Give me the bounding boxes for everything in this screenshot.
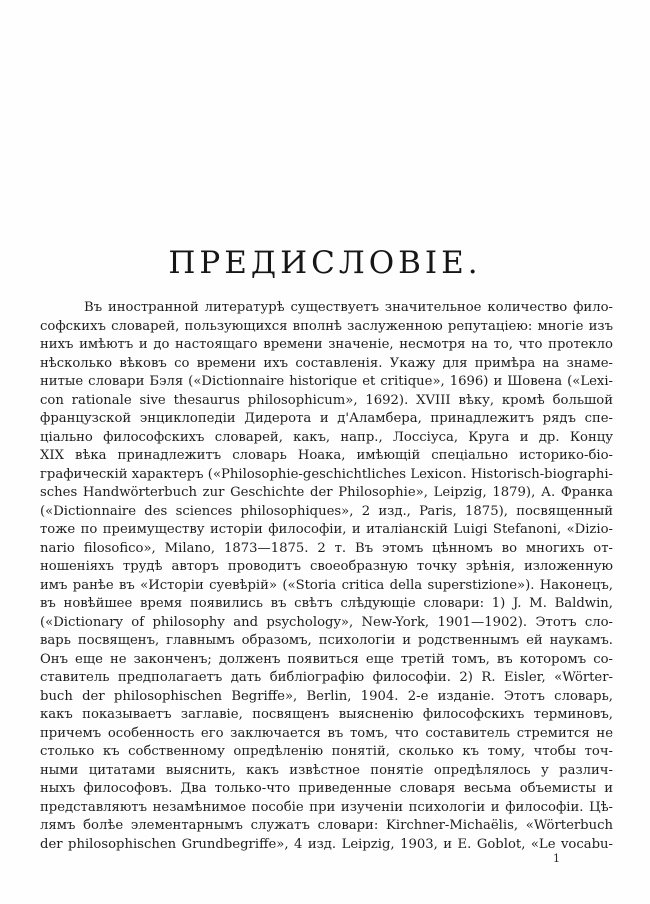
text-line: нихъ имѣютъ и до настоящаго времени значеніе, несмотря на то, что протекло: [40, 337, 613, 353]
text-line: нитые словари Бэля («Dictionnaire historique et critique», 1696) и Шовена («Lexi-: [40, 374, 613, 390]
signature-mark: 1: [553, 852, 560, 865]
text-line: der philosophischen Grundbegriffe», 4 изд. Leipzig, 1903, и E. Goblot, «Le vocabu-: [40, 836, 613, 852]
text-line: имъ ранѣе въ «Исторіи суевѣрій» («Storia critica della superstizione»). Наконецъ,: [40, 577, 613, 593]
text-line: Въ иностранной литературѣ существуетъ значительное количество фило-: [84, 300, 613, 315]
preface-paragraph: [40, 299, 613, 854]
text-line: ставитель предполагаетъ дать библіографію философіи. 2) R. Eisler, «Wörter-: [40, 670, 613, 686]
text-line: въ новѣйшее время появились въ свѣтъ слѣдующіе словари: 1) J. M. Baldwin,: [40, 596, 613, 612]
text-line: представляютъ незамѣнимое пособіе при изученіи психологіи и философіи. Цѣ-: [40, 799, 613, 815]
text-line: sches Handwörterbuch zur Geschichte der Philosophie», Leipzig, 1879), А. Франка: [40, 485, 613, 501]
text-line: ношеніяхъ трудѣ авторъ проводитъ своеобразную точку зрѣнія, изложенную: [40, 559, 613, 575]
text-line: Онъ еще не законченъ; долженъ появиться еще третій томъ, въ которомъ со-: [40, 651, 613, 667]
text-line: XIX вѣка принадлежитъ словарь Ноака, имѣющій спеціально историко-біо-: [40, 448, 613, 464]
page-title: ПРЕДИСЛОВІЕ.: [168, 245, 482, 281]
text-line: («Dictionary of philosophy and psychology», New-York, 1901—1902). Этотъ сло-: [40, 614, 613, 630]
text-line: con rationale sive thesaurus philosophicum», 1692). XVIII вѣку, кромѣ большой: [40, 392, 613, 408]
text-line: нѣсколько вѣковъ со времени ихъ составленія. Укажу для примѣра на знаме-: [40, 355, 613, 371]
text-line: софскихъ словарей, пользующихся вполнѣ заслуженною репутаціею: многіе изъ: [40, 318, 613, 334]
text-line: графическій характеръ («Philosophie-geschichtliches Lexicon. Historisch-biographi-: [40, 466, 613, 482]
text-line: лямъ болѣе элементарнымъ служатъ словари: Kirchner-Michaëlis, «Wörterbuch: [40, 818, 613, 834]
text-line: причемъ особенность его заключается въ томъ, что составитель стремится не: [40, 725, 613, 741]
text-line: ными цитатами выяснить, какъ извѣстное понятіе опредѣлялось у различ-: [40, 762, 613, 778]
text-line: какъ показываетъ заглавіе, посвященъ выясненію философскихъ терминовъ,: [40, 707, 613, 723]
text-line: варь посвященъ, главнымъ образомъ, психологіи и родственнымъ ей наукамъ.: [40, 633, 613, 649]
text-line: buch der philosophischen Begriffe», Berlin, 1904. 2-е изданіе. Этотъ словарь,: [40, 688, 613, 704]
text-line: nario filosofico», Milano, 1873—1875. 2 т. Въ этомъ цѣнномъ во многихъ от-: [40, 540, 613, 556]
text-line: ныхъ философовъ. Два только-что приведенные словаря весьма объемисты и: [40, 781, 613, 797]
text-line: («Dictionnaire des sciences philosophiques», 2 изд., Paris, 1875), посвященный: [40, 503, 613, 519]
text-line: столько къ собственному опредѣленію понятій, сколько къ тому, чтобы точ-: [40, 744, 613, 760]
text-line: ціально философскихъ словарей, какъ, напр., Лоссіуса, Круга и др. Концу: [40, 429, 613, 445]
text-line: французской энциклопедіи Дидерота и д'Аламбера, принадлежитъ рядъ спе-: [40, 411, 613, 427]
text-line: тоже по преимуществу исторіи философіи, и италіанскій Luigi Stefanoni, «Dizio-: [40, 522, 613, 538]
